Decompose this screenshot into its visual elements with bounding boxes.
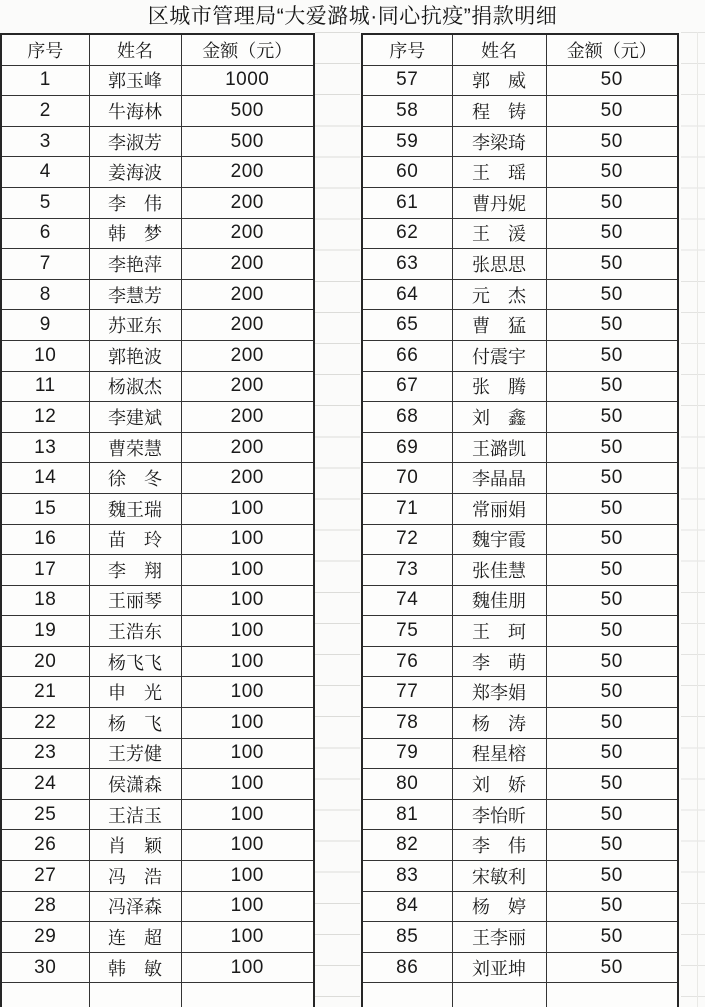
table-row [362,769,678,800]
index-cell: 80 [362,769,452,800]
name-cell: 王潞凯 [452,432,546,463]
name-cell: 苗 玲 [89,524,181,555]
table-body-right [362,65,678,1007]
name-cell: 魏佳朋 [452,585,546,616]
table-row [1,585,314,616]
amount-cell: 50 [546,677,678,708]
index-cell: 2 [1,96,89,127]
column-header-index: 序号 [362,34,452,65]
name-cell: 郭玉峰 [89,65,181,96]
table-row [1,218,314,249]
name-cell: 韩 敏 [89,952,181,983]
table-row [1,891,314,922]
amount-cell: 50 [546,769,678,800]
table-row [1,157,314,188]
table-row [1,524,314,555]
table-row [362,249,678,280]
column-header-amount: 金额（元） [546,34,678,65]
table-row [362,646,678,677]
index-cell: 11 [1,371,89,402]
index-cell: 15 [1,493,89,524]
index-cell: 59 [362,126,452,157]
name-cell: 曹荣慧 [89,432,181,463]
table-row [362,96,678,127]
amount-cell: 50 [546,126,678,157]
index-cell: 20 [1,646,89,677]
donation-table-right [361,33,679,1007]
index-cell: 6 [1,218,89,249]
name-cell: 李 翔 [89,555,181,586]
table-row [362,952,678,983]
index-cell: 74 [362,585,452,616]
name-cell: 曹 猛 [452,310,546,341]
name-cell: 王芳健 [89,738,181,769]
index-cell: 69 [362,432,452,463]
table-row [1,799,314,830]
amount-cell: 50 [546,616,678,647]
amount-cell: 200 [181,340,314,371]
index-cell: 12 [1,402,89,433]
name-cell: 肖 颖 [89,830,181,861]
table-row [1,65,314,96]
name-cell: 刘亚坤 [452,952,546,983]
amount-cell: 50 [546,861,678,892]
amount-cell: 50 [546,799,678,830]
table-row [362,65,678,96]
table-row [1,371,314,402]
name-cell: 王丽琴 [89,585,181,616]
amount-cell: 50 [546,402,678,433]
amount-cell: 50 [546,708,678,739]
index-cell: 65 [362,310,452,341]
table-row [362,799,678,830]
index-cell: 57 [362,65,452,96]
index-cell: 79 [362,738,452,769]
name-cell: 李晶晶 [452,463,546,494]
name-cell: 刘 鑫 [452,402,546,433]
amount-cell: 50 [546,187,678,218]
amount-cell: 200 [181,402,314,433]
amount-cell: 200 [181,187,314,218]
amount-cell: 200 [181,279,314,310]
table-row [362,310,678,341]
amount-cell: 50 [546,96,678,127]
table-row [362,493,678,524]
amount-cell: 100 [181,585,314,616]
index-cell: 27 [1,861,89,892]
table-row-partial [1,983,314,1007]
header-row [1,34,314,65]
name-cell: 杨淑杰 [89,371,181,402]
amount-cell: 100 [181,738,314,769]
index-cell: 25 [1,799,89,830]
name-cell: 李 萌 [452,646,546,677]
donation-table-left [0,33,315,1007]
index-cell: 78 [362,708,452,739]
table-row [1,96,314,127]
index-cell: 18 [1,585,89,616]
index-cell: 72 [362,524,452,555]
index-cell: 84 [362,891,452,922]
index-cell: 26 [1,830,89,861]
amount-cell: 50 [546,310,678,341]
amount-cell: 100 [181,555,314,586]
amount-cell: 100 [181,646,314,677]
index-cell: 21 [1,677,89,708]
index-cell: 58 [362,96,452,127]
table-row [362,861,678,892]
index-cell: 86 [362,952,452,983]
name-cell: 李怡昕 [452,799,546,830]
amount-cell: 100 [181,952,314,983]
table-row [362,830,678,861]
name-cell: 郭 威 [452,65,546,96]
name-cell: 刘 娇 [452,769,546,800]
amount-cell: 50 [546,279,678,310]
table-body-left [1,65,314,1007]
name-cell: 魏宇霞 [452,524,546,555]
table-row [1,769,314,800]
table-row [1,738,314,769]
index-cell: 29 [1,922,89,953]
table-row-partial [362,983,678,1007]
table-row [362,340,678,371]
table-row [362,187,678,218]
index-cell: 70 [362,463,452,494]
index-cell: 19 [1,616,89,647]
amount-cell: 50 [546,65,678,96]
index-cell: 61 [362,187,452,218]
amount-cell: 50 [546,157,678,188]
index-cell: 5 [1,187,89,218]
index-cell: 60 [362,157,452,188]
table-row [362,738,678,769]
index-cell: 28 [1,891,89,922]
index-cell: 68 [362,402,452,433]
name-cell: 王 湲 [452,218,546,249]
column-header-name: 姓名 [452,34,546,65]
name-cell: 张佳慧 [452,555,546,586]
name-cell: 宋敏利 [452,861,546,892]
header-row [362,34,678,65]
amount-cell: 50 [546,585,678,616]
column-header-index: 序号 [1,34,89,65]
name-cell: 曹丹妮 [452,187,546,218]
table-row [1,555,314,586]
amount-cell: 100 [181,677,314,708]
index-cell: 73 [362,555,452,586]
amount-cell: 50 [546,524,678,555]
column-header-name: 姓名 [89,34,181,65]
amount-cell: 50 [546,371,678,402]
amount-cell: 50 [546,922,678,953]
index-cell: 82 [362,830,452,861]
table-row [1,952,314,983]
table-row [1,646,314,677]
table-row [1,279,314,310]
index-cell: 66 [362,340,452,371]
index-cell: 71 [362,493,452,524]
document-title: 区城市管理局“大爱潞城·同心抗疫”捐款明细 [147,5,558,28]
table-row [362,218,678,249]
name-cell: 连 超 [89,922,181,953]
empty-cell [181,983,314,1007]
name-cell: 申 光 [89,677,181,708]
table-row [362,157,678,188]
table-row [1,493,314,524]
name-cell: 苏亚东 [89,310,181,341]
empty-cell [546,983,678,1007]
table-row [1,830,314,861]
amount-cell: 100 [181,861,314,892]
table-row [362,524,678,555]
table-row [362,616,678,647]
index-cell: 81 [362,799,452,830]
empty-cell [89,983,181,1007]
name-cell: 张思思 [452,249,546,280]
table-row [1,861,314,892]
index-cell: 67 [362,371,452,402]
amount-cell: 200 [181,463,314,494]
table-row [1,922,314,953]
amount-cell: 50 [546,249,678,280]
name-cell: 王 珂 [452,616,546,647]
name-cell: 程 铸 [452,96,546,127]
index-cell: 76 [362,646,452,677]
amount-cell: 100 [181,799,314,830]
name-cell: 李建斌 [89,402,181,433]
name-cell: 王李丽 [452,922,546,953]
amount-cell: 100 [181,922,314,953]
table-row [1,126,314,157]
background-gridlines-right [681,32,705,1007]
index-cell: 17 [1,555,89,586]
table-row [1,402,314,433]
index-cell: 62 [362,218,452,249]
name-cell: 李梁琦 [452,126,546,157]
name-cell: 王洁玉 [89,799,181,830]
index-cell: 10 [1,340,89,371]
table-row [362,126,678,157]
table-row [362,463,678,494]
index-cell: 16 [1,524,89,555]
name-cell: 杨 涛 [452,708,546,739]
index-cell: 4 [1,157,89,188]
index-cell: 83 [362,861,452,892]
amount-cell: 100 [181,769,314,800]
name-cell: 杨 婷 [452,891,546,922]
table-row [362,585,678,616]
table-row [1,340,314,371]
index-cell: 85 [362,922,452,953]
amount-cell: 100 [181,830,314,861]
index-cell: 30 [1,952,89,983]
index-cell: 14 [1,463,89,494]
index-cell: 64 [362,279,452,310]
amount-cell: 200 [181,310,314,341]
table-row [1,249,314,280]
amount-cell: 1000 [181,65,314,96]
amount-cell: 100 [181,891,314,922]
name-cell: 李慧芳 [89,279,181,310]
index-cell: 13 [1,432,89,463]
name-cell: 韩 梦 [89,218,181,249]
amount-cell: 50 [546,493,678,524]
amount-cell: 100 [181,616,314,647]
amount-cell: 50 [546,830,678,861]
amount-cell: 50 [546,463,678,494]
table-row [1,463,314,494]
amount-cell: 50 [546,340,678,371]
table-row [362,432,678,463]
name-cell: 杨 飞 [89,708,181,739]
table-row [362,677,678,708]
amount-cell: 50 [546,646,678,677]
table-row [1,708,314,739]
amount-cell: 100 [181,493,314,524]
amount-cell: 200 [181,432,314,463]
table-row [362,371,678,402]
name-cell: 王浩东 [89,616,181,647]
index-cell: 1 [1,65,89,96]
name-cell: 张 腾 [452,371,546,402]
name-cell: 程星榕 [452,738,546,769]
table-row [1,616,314,647]
amount-cell: 200 [181,249,314,280]
name-cell: 李 伟 [452,830,546,861]
amount-cell: 50 [546,952,678,983]
index-cell: 8 [1,279,89,310]
empty-cell [362,983,452,1007]
table-row [1,187,314,218]
table-row [362,922,678,953]
table-row [362,708,678,739]
name-cell: 付震宇 [452,340,546,371]
table-row [362,891,678,922]
name-cell: 魏王瑞 [89,493,181,524]
table-row [362,402,678,433]
index-cell: 63 [362,249,452,280]
name-cell: 冯 浩 [89,861,181,892]
name-cell: 杨飞飞 [89,646,181,677]
name-cell: 李淑芳 [89,126,181,157]
amount-cell: 200 [181,157,314,188]
name-cell: 李艳萍 [89,249,181,280]
amount-cell: 50 [546,218,678,249]
empty-cell [1,983,89,1007]
index-cell: 75 [362,616,452,647]
index-cell: 77 [362,677,452,708]
amount-cell: 100 [181,708,314,739]
name-cell: 牛海林 [89,96,181,127]
index-cell: 3 [1,126,89,157]
column-header-amount: 金额（元） [181,34,314,65]
table-row [1,432,314,463]
table-row [1,310,314,341]
amount-cell: 100 [181,524,314,555]
name-cell: 元 杰 [452,279,546,310]
amount-cell: 200 [181,218,314,249]
name-cell: 郑李娟 [452,677,546,708]
index-cell: 22 [1,708,89,739]
name-cell: 常丽娟 [452,493,546,524]
background-gridlines-gap [315,32,360,1007]
name-cell: 王 瑶 [452,157,546,188]
name-cell: 徐 冬 [89,463,181,494]
amount-cell: 50 [546,738,678,769]
name-cell: 李 伟 [89,187,181,218]
amount-cell: 50 [546,555,678,586]
empty-cell [452,983,546,1007]
name-cell: 冯泽森 [89,891,181,922]
name-cell: 侯潇森 [89,769,181,800]
index-cell: 23 [1,738,89,769]
table-row [362,279,678,310]
amount-cell: 500 [181,96,314,127]
index-cell: 24 [1,769,89,800]
table-row [362,555,678,586]
name-cell: 姜海波 [89,157,181,188]
index-cell: 7 [1,249,89,280]
amount-cell: 50 [546,891,678,922]
amount-cell: 200 [181,371,314,402]
amount-cell: 50 [546,432,678,463]
name-cell: 郭艳波 [89,340,181,371]
index-cell: 9 [1,310,89,341]
table-row [1,677,314,708]
amount-cell: 500 [181,126,314,157]
